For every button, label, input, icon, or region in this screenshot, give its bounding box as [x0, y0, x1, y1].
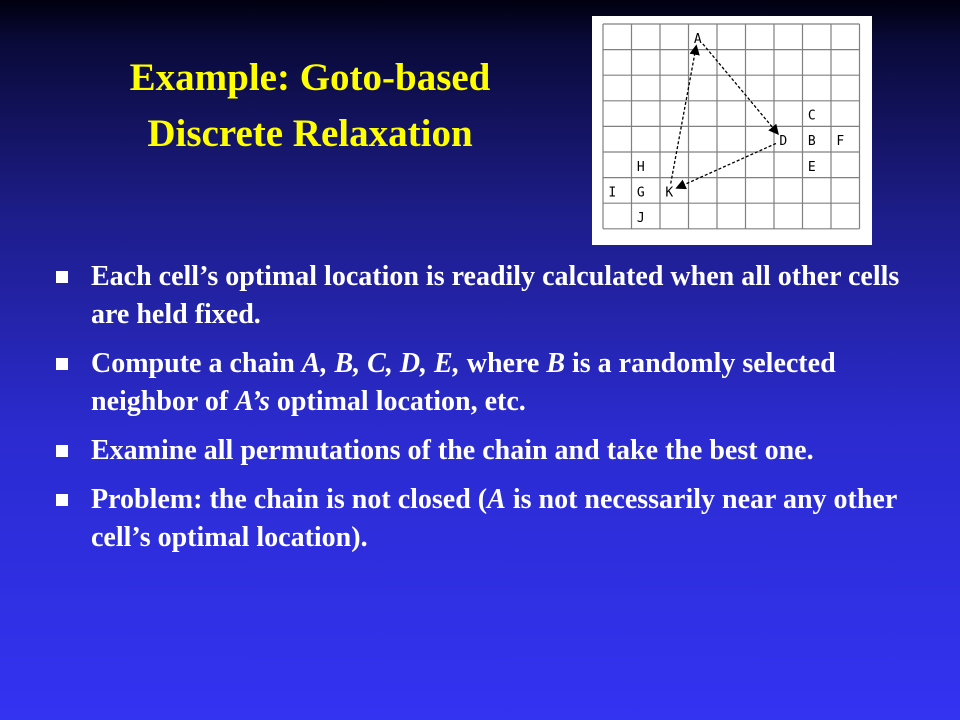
bullet-item	[52, 345, 932, 421]
bullet-item	[52, 258, 932, 334]
bullet-text: Each cell’s optimal location is readily calculated when all other cells are held fixed.	[91, 261, 900, 330]
bullet-text: where	[459, 348, 547, 379]
cell-label: H	[636, 159, 645, 175]
cell-label: K	[665, 185, 674, 201]
cell-label: B	[807, 134, 816, 150]
chain-arrow	[677, 143, 776, 188]
bullet-text: B	[546, 348, 565, 379]
cell-label: J	[636, 211, 645, 226]
bullet-square-icon	[56, 494, 68, 506]
placement-grid-figure	[592, 16, 872, 245]
chain-arrow	[671, 46, 697, 184]
cell-label: D	[779, 134, 788, 150]
bullet-list	[52, 258, 932, 568]
bullet-text: is a randomly selected neighbor of	[91, 348, 836, 417]
slide-title-line-1: Example: Goto-based	[129, 56, 491, 99]
bullet-text: A	[487, 484, 506, 515]
cell-label: A	[693, 31, 702, 47]
bullet-text: A’s	[235, 386, 270, 417]
placement-grid-diagram	[592, 16, 872, 245]
slide-title-line-2: Discrete Relaxation	[147, 112, 473, 155]
chain-arrow	[703, 44, 778, 134]
cell-label: C	[807, 108, 816, 124]
bullet-text: optimal location, etc.	[269, 386, 526, 417]
cell-label: F	[836, 134, 845, 150]
bullet-text: Problem: the chain is not closed (	[91, 484, 488, 515]
slide-title	[60, 50, 560, 162]
cell-label: G	[636, 185, 645, 201]
cell-label: E	[807, 159, 816, 175]
bullet-text: Examine all permutations of the chain and take the best one.	[91, 435, 814, 466]
bullet-text: Compute a chain	[91, 348, 302, 379]
bullet-item	[52, 432, 932, 470]
bullet-square-icon	[56, 445, 68, 457]
bullet-square-icon	[56, 358, 68, 370]
bullet-text: A, B, C, D, E,	[301, 348, 460, 379]
bullet-square-icon	[56, 271, 68, 283]
cell-label: I	[608, 185, 617, 201]
bullet-item	[52, 481, 932, 557]
bullet-text: is not necessarily near any other cell’s optimal location).	[91, 484, 897, 553]
